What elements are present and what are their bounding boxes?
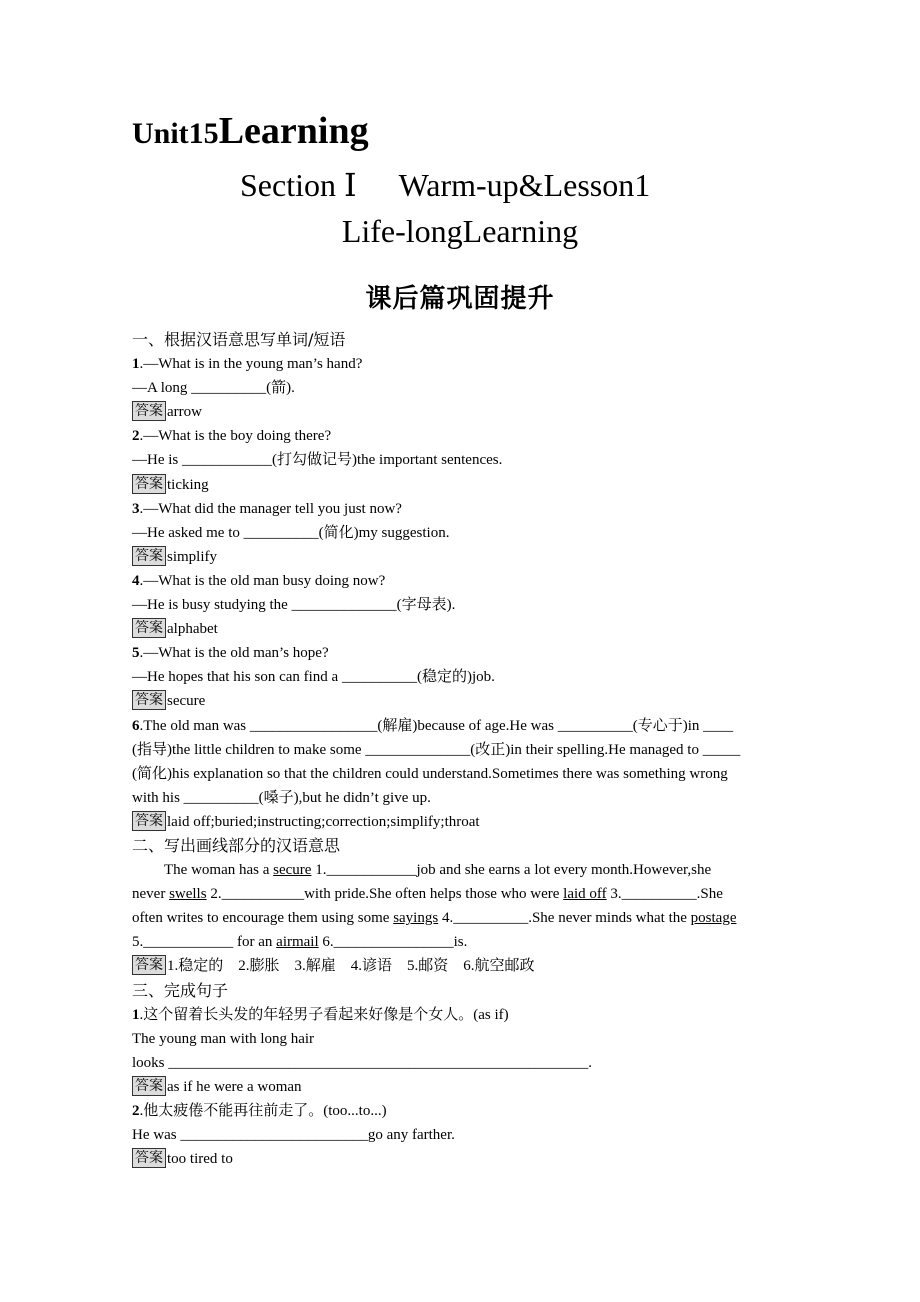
answer-badge: 答案 (132, 1076, 166, 1096)
underlined-word: secure (273, 862, 312, 879)
part1-q6-line4: with his __________(嗓子),but he didn’t give up. (132, 789, 431, 806)
part2-line4: 5.____________ for an airmail 6.________________is. (132, 934, 468, 951)
part1-a4: —He is busy studying the ______________(字母表). (132, 597, 456, 614)
underlined-word: swells (169, 886, 207, 903)
part1-q6-line1: 6.The old man was _________________(解雇)because of age.He was __________(专心于)in ____ (132, 717, 734, 734)
answer-badge: 答案 (132, 474, 166, 494)
part1-heading: 一、根据汉语意思写单词/短语 (132, 330, 346, 349)
part1-answer-1: 答案 arrow (132, 400, 792, 424)
worksheet-content (132, 328, 792, 1171)
lesson-subtitle: Life-longLearning (341, 213, 579, 249)
answer-badge: 答案 (132, 401, 166, 421)
part3-q1-line2: looks ________________________________________________________. (132, 1054, 593, 1071)
part2-answer: 答案 1.稳定的 2.膨胀 3.解雇 4.谚语 5.邮资 6.航空邮政 (132, 954, 792, 978)
underlined-word: airmail (276, 934, 319, 951)
part1-answer-4: 答案 alphabet (132, 617, 792, 641)
underlined-word: postage (690, 910, 737, 927)
part1-q4: 4.—What is the old man busy doing now? (132, 572, 386, 589)
answer-badge: 答案 (132, 811, 166, 831)
part2-line2: never swells 2.___________with pride.She often helps those who were laid off 3.__________.She (132, 886, 723, 903)
part3-answer-2: 答案 too tired to (132, 1147, 792, 1171)
answer-badge: 答案 (132, 618, 166, 638)
answer-badge: 答案 (132, 955, 166, 975)
part3-q1-cn: 1.这个留着长头发的年轻男子看起来好像是个女人。(as if) (132, 1006, 509, 1023)
part1-q3: 3.—What did the manager tell you just now? (132, 500, 402, 517)
part1-q5: 5.—What is the old man’s hope? (132, 645, 329, 662)
part2-line1: The woman has a secure 1.____________job and she earns a lot every month.However,she (164, 862, 712, 879)
part1-a2: —He is ____________(打勾做记号)the important sentences. (132, 452, 503, 469)
part3-q2-cn: 2.他太疲倦不能再往前走了。(too...to...) (132, 1103, 387, 1119)
practice-heading: 课后篇巩固提升 (365, 284, 555, 314)
answer-badge: 答案 (132, 690, 166, 710)
part1-q6-line2: (指导)the little children to make some ______________(改正)in their spelling.He managed to _____ (132, 741, 741, 758)
underlined-word: laid off (563, 886, 607, 903)
lesson-label: Warm-up&Lesson1 (398, 167, 651, 203)
part1-answer-5: 答案 secure (132, 689, 792, 713)
part1-a3: —He asked me to __________(简化)my suggestion. (132, 524, 450, 541)
part2-line3: often writes to encourage them using some sayings 4.__________.She never minds what the postage (132, 910, 737, 927)
part1-a1: —A long __________(箭). (132, 380, 295, 397)
part1-answer-3: 答案 simplify (132, 545, 792, 569)
section-title (240, 166, 650, 204)
part1-q1: 1.—What is in the young man’s hand? (132, 356, 363, 373)
part1-q2: 2.—What is the boy doing there? (132, 428, 332, 445)
section-label: Section Ⅰ (240, 167, 357, 203)
unit-topic: Learning (218, 110, 369, 152)
part3-q2-line1: He was _________________________go any farther. (132, 1127, 455, 1144)
answer-badge: 答案 (132, 546, 166, 566)
part1-answer-2: 答案 ticking (132, 473, 792, 497)
part1-q6-line3: (简化)his explanation so that the children could understand.Sometimes there was something wrong (132, 765, 728, 782)
unit-title (132, 112, 369, 150)
answer-badge: 答案 (132, 1148, 166, 1168)
part1-answer-6: 答案 laid off;buried;instructing;correction;simplify;throat (132, 810, 792, 834)
part1-a5: —He hopes that his son can find a __________(稳定的)job. (132, 669, 495, 686)
underlined-word: sayings (393, 910, 439, 927)
part2-heading: 二、写出画线部分的汉语意思 (132, 835, 341, 855)
part3-heading: 三、完成句子 (132, 980, 229, 1000)
part3-answer-1: 答案 as if he were a woman (132, 1075, 792, 1099)
part3-q1-line1: The young man with long hair (132, 1030, 315, 1047)
unit-number: Unit15 (132, 117, 219, 150)
